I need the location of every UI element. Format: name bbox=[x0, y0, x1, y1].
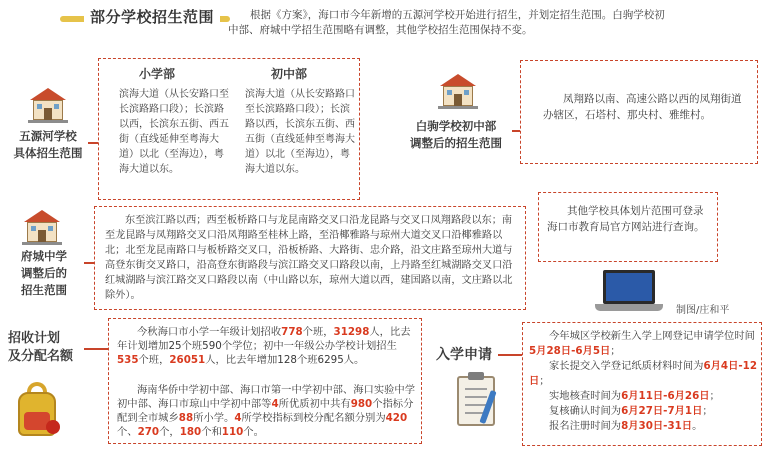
intro-paragraph: 根据《方案》，海口市今年新增的五源河学校开始进行招生，并划定招生范围。白驹学校初中部、府城中学招生范围略有调整，其他学校招生范围保持不变。 bbox=[228, 9, 665, 36]
section-title-banner bbox=[60, 3, 230, 33]
primary-student-count: 31298 bbox=[333, 326, 370, 338]
connector-line bbox=[84, 348, 108, 350]
fucheng-range-box bbox=[94, 206, 526, 310]
clipboard-icon bbox=[455, 372, 499, 428]
fucheng-label-line1: 府城中学 bbox=[21, 249, 67, 263]
school-building-icon bbox=[22, 210, 62, 246]
wuyuanhe-label bbox=[6, 128, 90, 162]
fucheng-range-text: 东至滨江路以西；西至板桥路口与龙昆南路交叉口沿龙昆路与交叉口凤翔路段以东；南至龙昆路与凤翔路交叉口沿凤翔路至桂林上路，至沿椰雅路与琼州大道交叉口沿椰雅路以北；北至龙昆南路口与板桥路交叉口，沿板桥路、大路街、忠介路，沿文庄路至琼州大道与高登东街交叉路口，沿高登东街路段与滨江路交叉口路段以南，上丹路至红城湖路交叉口沿红城湖路与滨江路交叉口路段以南（中山路以东，琼州大道以西，建国路以南，文庄路以北除外）。 bbox=[105, 215, 513, 301]
enroll-box bbox=[522, 322, 762, 446]
plan-box bbox=[108, 318, 422, 444]
baiju-label-line2: 调整后的招生范围 bbox=[410, 136, 502, 150]
plan-paragraph-1: 今秋海口市小学一年级计划招收778个班，31298人，比去年计划增加25个班590个学位；初中一年级公办学校计划招生535个班，26051人，比去年增加128个班6295人。 bbox=[117, 326, 411, 366]
primary-heading: 小学部 bbox=[139, 67, 176, 81]
baiju-label bbox=[396, 118, 516, 152]
school-building-icon bbox=[28, 88, 68, 124]
fucheng-label bbox=[4, 248, 84, 299]
wuyuanhe-label-line2: 具体招生范围 bbox=[13, 146, 83, 160]
schedule-item-review: 复核确认时间为6月27日-7月1日； bbox=[549, 405, 713, 417]
fucheng-label-line2: 调整后的 bbox=[21, 266, 67, 280]
plan-label bbox=[8, 330, 84, 366]
section-title: 部分学校招生范围 bbox=[84, 6, 220, 27]
fucheng-label-line3: 招生范围 bbox=[21, 283, 67, 297]
laptop-icon bbox=[595, 270, 663, 314]
backpack-icon bbox=[14, 382, 60, 440]
primary-class-count: 778 bbox=[281, 326, 303, 338]
schedule-item-online: 今年城区学校新生入学上网登记申请学位时间5月28日-6月5日； bbox=[529, 330, 755, 357]
wuyuanhe-label-line1: 五源河学校 bbox=[19, 129, 77, 143]
schedule-item-paper: 家长提交入学登记纸质材料时间为6月4日-12日； bbox=[529, 360, 757, 387]
enroll-schedule bbox=[529, 329, 757, 434]
schedule-item-register: 报名注册时间为8月30日-31日。 bbox=[549, 420, 703, 432]
enroll-label: 入学申请 bbox=[436, 347, 492, 363]
graphic-credit: 制图/庄和平 bbox=[676, 305, 730, 316]
plan-label-line1: 招收计划 bbox=[8, 331, 61, 346]
wuyuanhe-range-box bbox=[98, 58, 360, 200]
baiju-label-line1: 白驹学校初中部 bbox=[415, 119, 497, 133]
quota-count: 980 bbox=[350, 398, 373, 410]
connector-line bbox=[84, 262, 94, 264]
middle-range-text: 滨海大道（从长安路路口至长滨路路口段）；长滨路以西，长滨东五街、西五街（直线延伸至粤海大道）以北（至海边），粤海大道以东。 bbox=[245, 89, 355, 175]
others-text: 其他学校具体划片范围可登录海口市教育局官方网站进行查询。 bbox=[547, 205, 705, 233]
middle-heading: 初中部 bbox=[271, 67, 308, 81]
connector-line bbox=[498, 354, 524, 356]
others-info-box bbox=[538, 192, 718, 262]
middle-student-count: 26051 bbox=[169, 354, 206, 366]
schedule-item-check: 实地核查时间为6月11日-6月26日； bbox=[549, 390, 720, 402]
middle-class-count: 535 bbox=[117, 354, 139, 366]
plan-paragraph-2: 海南华侨中学初中部、海口市第一中学初中部、海口实验中学初中部、海口市琼山中学初中部等4所优质初中共有980个指标分配到全市城乡88所小学。4所学校指标到校分配名额分别为420个、270个，180个和110个。 bbox=[117, 384, 416, 438]
plan-label-line2: 及分配名额 bbox=[8, 349, 74, 364]
school-building-icon bbox=[438, 74, 478, 110]
primary-range-text: 滨海大道（从长安路口至长滨路路口段）；长滨路以西，长滨东五街、西五街（直线延伸至粤海大道）以北（至海边），粤海大道以东。 bbox=[119, 89, 229, 175]
baiju-range-box bbox=[520, 60, 758, 164]
connector-line bbox=[88, 142, 98, 144]
baiju-range-text: 凤翔路以南、高速公路以西的凤翔街道办辖区，石塔村、那央村、雅维村。 bbox=[543, 93, 742, 121]
